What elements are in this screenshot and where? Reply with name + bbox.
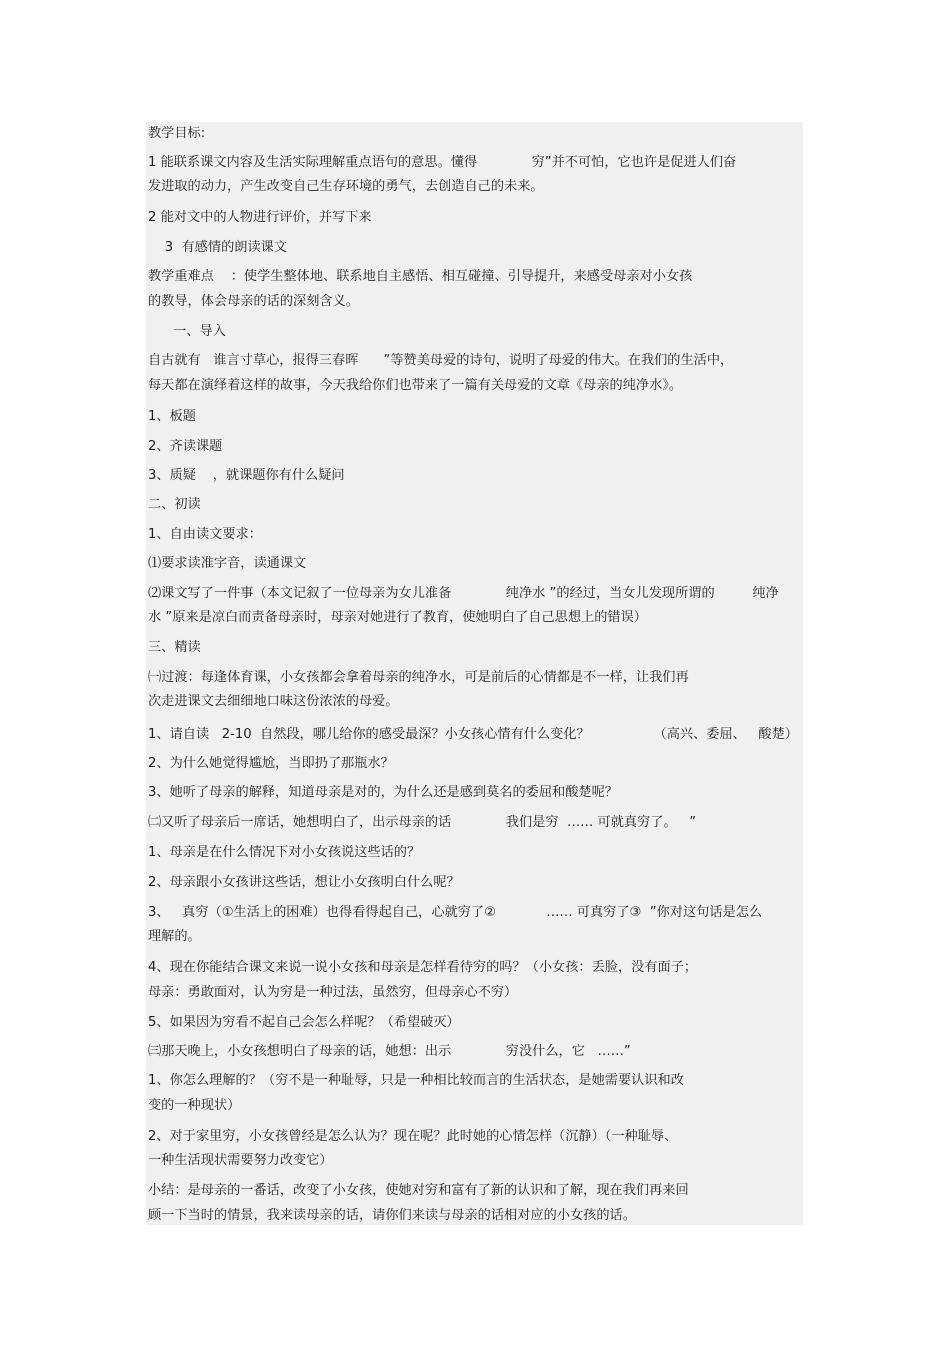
text-line: 母亲：勇敢面对，认为穷是一种过法，虽然穷，但母亲心不穷）: [148, 985, 518, 1000]
text-line: 4、现在你能结合课文来说一说小女孩和母亲是怎样看待穷的吗？（小女孩：丢脸，没有面子；: [148, 960, 698, 975]
text-line: 顾一下当时的情景，我来读母亲的话，请你们来读与母亲的话相对应的小女孩的话。: [148, 1208, 636, 1223]
text-line: 1 能联系课文内容及生活实际理解重点语句的意思。懂得 穷”并不可怕，它也许是促进人们奋: [148, 155, 737, 170]
text-line: 教学目标:: [148, 126, 206, 141]
text-line: 3、质疑 ，就课题你有什么疑问: [148, 468, 345, 483]
text-line: 每天都在演绎着这样的故事，今天我给你们也带来了一篇有关母爱的文章《母亲的纯净水》。: [148, 378, 683, 393]
text-line: ㈢那天晚上，小女孩想明白了母亲的话，她想：出示 穷没什么，它 ……”: [148, 1044, 631, 1059]
text-line: ⑴要求读准字音，读通课文: [148, 556, 307, 571]
text-line: 2、为什么她觉得尴尬，当即扔了那瓶水？: [148, 756, 394, 771]
text-line: 变的一种现状）: [148, 1098, 241, 1113]
section-heading: 三、精读: [148, 640, 201, 655]
text-line: 2、齐读课题: [148, 439, 223, 454]
text-line: 教学重难点 ：使学生整体地、联系地自主感悟、相互碰撞、引导提升，来感受母亲对小女孩: [148, 269, 693, 284]
text-line: 1、母亲是在什么情况下对小女孩说这些话的？: [148, 845, 421, 860]
text-line-aside: （高兴、委屈、 酸楚）: [653, 727, 798, 742]
text-line: ㈠过渡：每逢体育课，小女孩都会拿着母亲的纯净水，可是前后的心情都是不一样，让我们再: [148, 670, 689, 685]
text-line: 一种生活现状需要努力改变它）: [148, 1153, 333, 1168]
text-line: 3 有感情的朗读课文: [148, 240, 288, 255]
text-line: 水 ”原来是凉白而责备母亲时，母亲对她进行了教育，使她明白了自己思想上的错误）: [148, 610, 647, 625]
text-line: 自古就有 谁言寸草心，报得三春晖 ”等赞美母爱的诗句，说明了母爱的伟大。在我们的生活中，: [148, 353, 734, 368]
section-heading: 二、初读: [148, 497, 201, 512]
text-line: 3、 真穷（①生活上的困难）也得看得起自己，心就穷了② …… 可真穷了③ ”你对这句话是怎么: [148, 905, 763, 920]
text-line: 2、对于家里穷，小女孩曾经是怎么认为？现在呢？此时她的心情怎样（沉静）（一种耻辱、: [148, 1129, 678, 1144]
text-line: 3、她听了母亲的解释，知道母亲是对的，为什么还是感到莫名的委屈和酸楚呢？: [148, 785, 618, 800]
text-line: 次走进课文去细细地口味这份浓浓的母爱。: [148, 694, 399, 709]
text-line: 发进取的动力，产生改变自己生存环境的勇气，去创造自己的未来。: [148, 179, 544, 194]
text-line: ㈡又听了母亲后一席话，她想明白了，出示母亲的话 我们是穷 …… 可就真穷了。 ”: [148, 815, 697, 830]
text-line: 1、请自读 2-10 自然段，哪儿给你的感受最深？小女孩心情有什么变化？: [148, 727, 590, 742]
text-line: ⑵课文写了一件事（本文记叙了一位母亲为女儿准备 纯净水 ”的经过，当女儿发现所谓的 纯净: [148, 586, 779, 601]
section-heading: 一、导入: [148, 324, 226, 339]
text-line: 5、如果因为穷看不起自己会怎么样呢？（希望破灭）: [148, 1015, 460, 1030]
text-line: 1、板题: [148, 409, 196, 424]
text-line: 1、自由读文要求：: [148, 527, 262, 542]
text-line: 理解的。: [148, 929, 201, 944]
text-line: 2、母亲跟小女孩讲这些话，想让小女孩明白什么呢？: [148, 875, 460, 890]
text-line: 1、你怎么理解的？（穷不是一种耻辱，只是一种相比较而言的生活状态，是她需要认识和改: [148, 1073, 684, 1088]
text-line: 的教导，体会母亲的话的深刻含义。: [148, 294, 359, 309]
text-line: 2 能对文中的人物进行评价，并写下来: [148, 210, 372, 225]
text-line: 小结：是母亲的一番话，改变了小女孩，使她对穷和富有了新的认识和了解，现在我们再来回: [148, 1183, 689, 1198]
